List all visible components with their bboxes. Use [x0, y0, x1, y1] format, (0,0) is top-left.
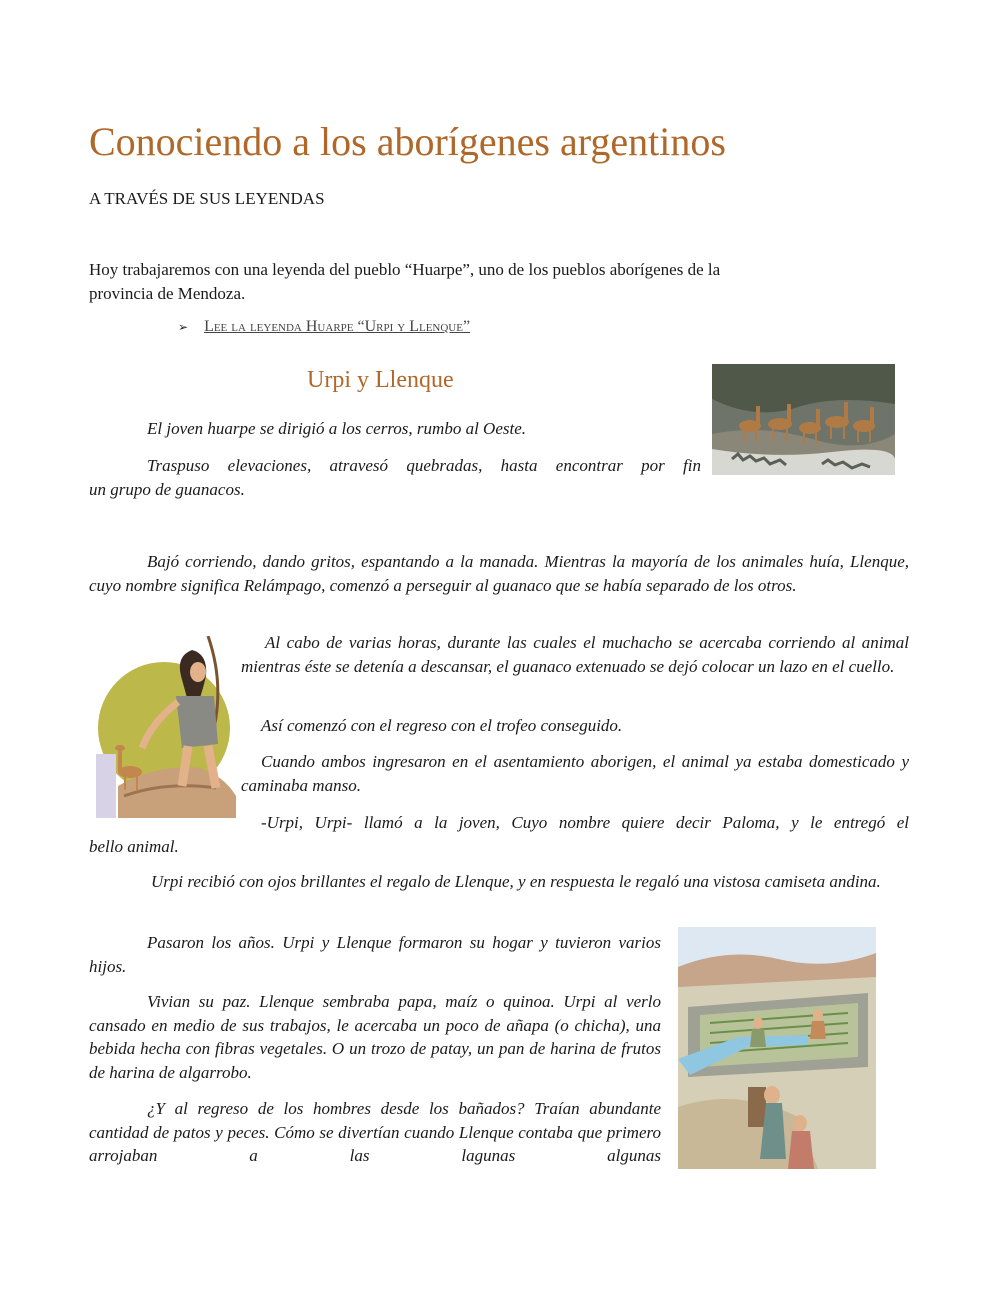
legend-paragraph-7 [89, 811, 909, 858]
arrow-bullet-icon: ➢ [178, 319, 189, 334]
page-title: Conociendo a los aborígenes argentinos [89, 119, 726, 164]
legend-paragraph-2-line-1: Traspuso elevaciones, atravesó quebradas, hasta encontrar por fin [147, 456, 701, 475]
legend-paragraph-6: Cuando ambos ingresaron en el asentamiento aborigen, el animal ya estaba domesticado y caminaba manso. [241, 752, 909, 795]
legend-paragraph-5: Así comenzó con el regreso con el trofeo conseguido. [261, 716, 623, 735]
intro-line-2: provincia de Mendoza. [89, 284, 246, 303]
legend-paragraph-4: Al cabo de varias horas, durante las cuales el muchacho se acercaba corriendo al animal mientras éste se detenía a descansar, el guanaco extenuado se dejó colocar un lazo en el cuello. [241, 633, 909, 676]
page-subtitle: A TRAVÉS DE SUS LEYENDAS [89, 189, 325, 208]
legend-paragraph-2 [89, 454, 701, 501]
hunter-image [96, 636, 236, 818]
legend-paragraph-10: Vivian su paz. Llenque sembraba papa, maíz o quinoa. Urpi al verlo cansado en medio de sus trabajos, le acercaba un poco de añapa (o chicha), una bebida hecha con fibras vegetales. O un trozo de patay, un pan de harina de frutos de harina de algarrobo. [89, 992, 661, 1082]
legend-paragraph-8: Urpi recibió con ojos brillantes el regalo de Llenque, y en respuesta le regaló una vistosa camiseta andina. [151, 872, 881, 891]
instruction-link[interactable]: Lee la leyenda Huarpe “Urpi y Llenque” [204, 318, 471, 335]
legend-paragraph-7-line-2: bello animal. [89, 836, 179, 856]
legend-paragraph-7-line-1: -Urpi, Urpi- llamó a la joven, Cuyo nombre quiere decir Paloma, y le entregó el [261, 813, 909, 832]
intro-paragraph [89, 258, 879, 306]
legend-paragraph-1: El joven huarpe se dirigió a los cerros, rumbo al Oeste. [147, 419, 526, 438]
legend-title: Urpi y Llenque [307, 367, 454, 393]
legend-paragraph-3: Bajó corriendo, dando gritos, espantando a la manada. Mientras la mayoría de los animales huía, Llenque, cuyo nombre significa Relámpago, comenzó a perseguir al guanaco que se había separado de los otros. [89, 552, 909, 595]
intro-line-1: Hoy trabajaremos con una leyenda del pueblo “Huarpe”, uno de los pueblos aborígenes de la [89, 260, 721, 279]
legend-paragraph-11: ¿Y al regreso de los hombres desde los bañados? Traían abundante cantidad de patos y peces. Cómo se divertían cuando Llenque contaba que primero arrojaban a las lagunas algunas [89, 1099, 661, 1165]
legend-paragraph-9: Pasaron los años. Urpi y Llenque formaron su hogar y tuvieron varios hijos. [89, 933, 661, 976]
legend-paragraph-2-line-2: un grupo de guanacos. [89, 479, 245, 499]
farm-image [678, 927, 876, 1169]
instruction-item [178, 318, 470, 336]
guanaco-herd-image [712, 364, 895, 475]
